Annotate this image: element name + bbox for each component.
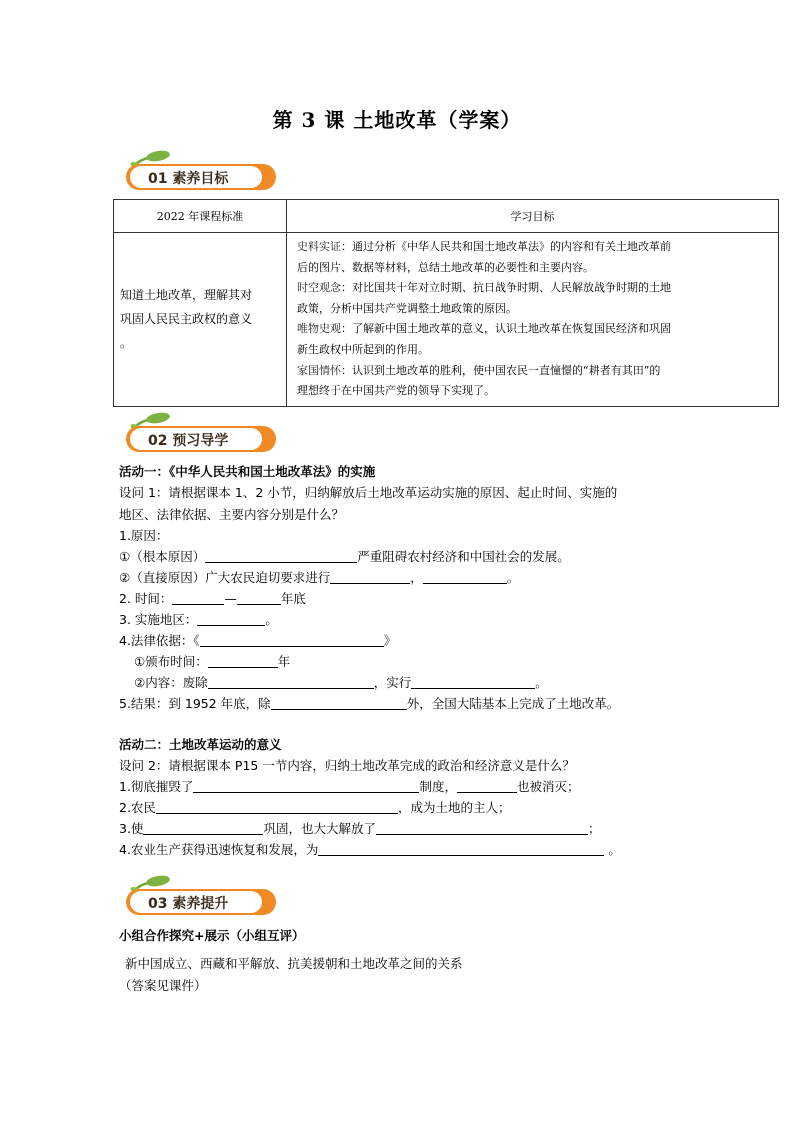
blank[interactable]	[423, 569, 507, 584]
section-title-goals: 01 素养目标	[148, 171, 229, 187]
blank[interactable]	[143, 820, 263, 835]
blank[interactable]	[376, 820, 588, 835]
goal-item: 家国情怀：认识到土地改革的胜利，使中国农民一直憧憬的“耕者有其田”的	[297, 363, 661, 377]
table-header-goals: 学习目标	[287, 200, 779, 233]
reason-direct: ②（直接原因）广大农民迫切要求进行 ， 。	[119, 570, 520, 585]
meaning-1: 1.彻底摧毁了 制度， 也被消灭；	[119, 779, 580, 794]
reason-label: 1.原因：	[119, 528, 169, 543]
blank[interactable]	[193, 778, 419, 793]
publish-line: ①颁布时间： 年	[134, 654, 291, 669]
table-header-standard: 2022 年课程标准	[114, 200, 287, 233]
page-title: 第 3 课 土地改革（学案）	[272, 108, 522, 132]
goal-item: 唯物史观：了解新中国土地改革的意义，认识土地改革在恢复国民经济和巩固	[297, 322, 671, 336]
section-title-improve: 03 素养提升	[148, 896, 229, 912]
meaning-4: 4.农业生产获得迅速恢复和发展，为 。	[119, 842, 621, 857]
blank[interactable]	[237, 590, 281, 605]
law-line: 4.法律依据：《 》	[119, 633, 397, 648]
blank[interactable]	[205, 548, 357, 563]
result-line: 5.结果：到 1952 年底，除 外，全国大陆基本上完成了土地改革。	[119, 696, 620, 711]
blank[interactable]	[208, 653, 278, 668]
blank[interactable]	[172, 590, 224, 605]
goal-item: 史料实证：通过分析《中华人民共和国土地改革法》的内容和有关土地改革前	[297, 240, 671, 253]
section-title-preview: 02 预习导学	[148, 433, 229, 449]
question-1-cont: 地区、法律依据、主要内容分别是什么？	[119, 507, 345, 522]
section3-answer: （答案见课件）	[119, 978, 207, 993]
section3-heading: 小组合作探究+展示（小组互评）	[119, 928, 305, 943]
blank[interactable]	[271, 695, 407, 710]
reason-root: ①（根本原因） 严重阻碍农村经济和中国社会的发展。	[119, 549, 570, 564]
blank[interactable]	[200, 632, 384, 647]
goal-item: 时空观念：对比国共十年对立时期、抗日战争时期、人民解放战争时期的土地	[297, 281, 671, 295]
activity2-heading: 活动二：土地改革运动的意义	[119, 737, 282, 752]
content-line: ②内容：废除 ，实行 。	[134, 675, 548, 690]
activity1-heading: 活动一：《中华人民共和国土地改革法》的实施	[119, 464, 376, 479]
standard-cell: 知道土地改革，理解其对 巩固人民民主政权的意义 。	[114, 233, 287, 407]
section3-topic: 新中国成立、西藏和平解放、抗美援朝和土地改革之间的关系	[125, 956, 463, 971]
blank[interactable]	[208, 674, 374, 689]
question-2: 设问 2：请根据课本 P15 一节内容，归纳土地改革完成的政治和经济意义是什么？	[119, 758, 575, 773]
question-1: 设问 1：请根据课本 1、2 小节，归纳解放后土地改革运动实施的原因、起止时间、实施的	[119, 485, 618, 500]
curriculum-table	[113, 199, 779, 407]
time-line: 2. 时间： — 年底	[119, 591, 306, 606]
meaning-3: 3.使 巩固，也大大解放了 ；	[119, 821, 601, 836]
area-line: 3. 实施地区： 。	[119, 612, 278, 627]
goals-cell: 史料实证：通过分析《中华人民共和国土地改革法》的内容和有关土地改革前 后的图片、数据等材料，总结土地改革的必要性和主要内容。 时空观念：对比国共十年对立时期、抗日战争时期、人民解放战争时期的土地 政策，分析中国共产党调整土地政策的原因。 唯物史观：了解新中国土地改革的意义，认识土地改革在恢复国民经济和巩固 新生政权中所起到的作用。 家国情怀：认识到土地改革的胜利，使中国农民一直憧憬的“耕者有其田”的 理想终于在中国共产党的领导下实现了。	[287, 233, 779, 407]
blank[interactable]	[156, 799, 398, 814]
blank[interactable]	[411, 674, 535, 689]
section-badge-preview	[118, 418, 288, 454]
section-badge-improve	[118, 881, 288, 917]
blank[interactable]	[318, 841, 604, 856]
blank[interactable]	[330, 569, 410, 584]
section-badge-goals	[118, 156, 288, 192]
meaning-2: 2.农民 ，成为土地的主人；	[119, 800, 511, 815]
blank[interactable]	[457, 778, 517, 793]
blank[interactable]	[197, 611, 265, 626]
